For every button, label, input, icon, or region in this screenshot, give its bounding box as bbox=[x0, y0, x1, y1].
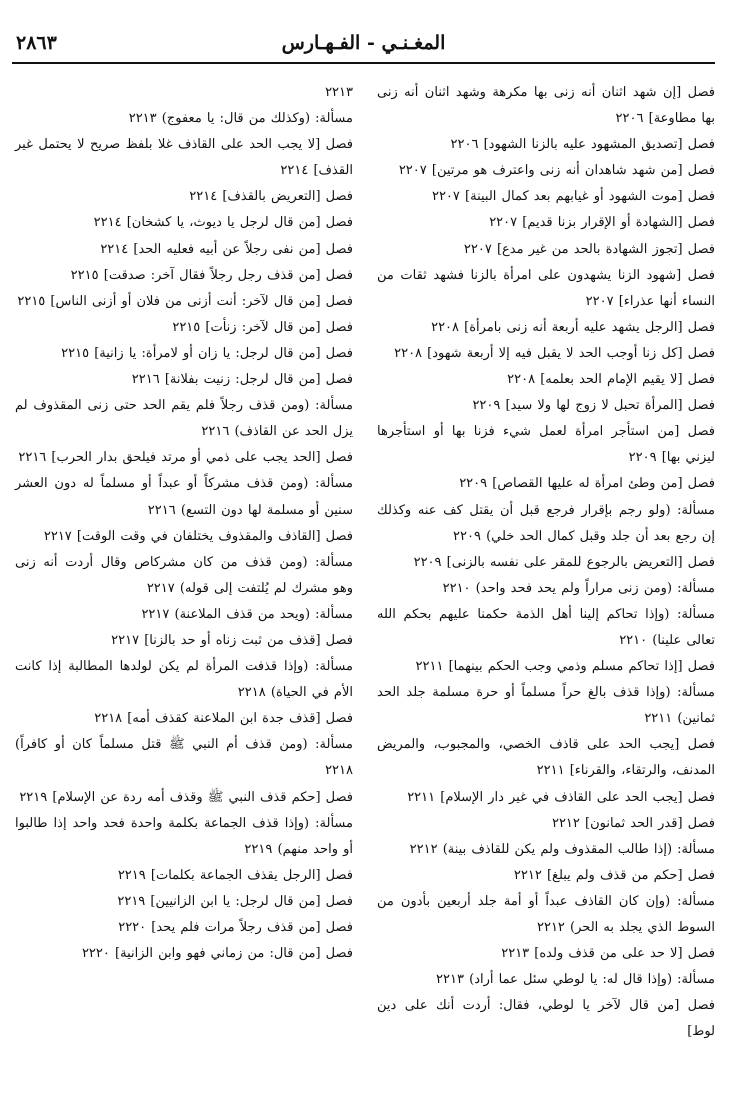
index-entry: فصل [من قذف رجل رجلاً فقال آخر: صدقت] ٢٢١٥ bbox=[70, 267, 353, 283]
index-entry: فصل [المرأة تحبل لا زوج لها ولا سيد] ٢٢٠٩ bbox=[472, 398, 715, 414]
index-entry: مسألة: (وكذلك من قال: يا معفوج) ٢٢١٣ bbox=[128, 111, 353, 127]
index-entry: مسألة: (ويحد من قذف الملاعنة) ٢٢١٧ bbox=[141, 606, 353, 622]
index-entry: فصل [من نفى رجلاً عن أبيه فعليه الحد] ٢٢١٤ bbox=[100, 241, 353, 257]
index-entry: فصل [من استأجر امرأة لعمل شيء فزنا بها أو استأجرها ليزني بها] ٢٢٠٩ bbox=[377, 424, 715, 466]
index-entry: فصل [الرجل يقذف الجماعة بكلمات] ٢٢١٩ bbox=[117, 867, 353, 883]
index-entry: فصل [القاذف والمقذوف يختلفان في وقت الوقت] ٢٢١٧ bbox=[43, 528, 353, 544]
index-entry: ٢٢١٣ bbox=[325, 85, 353, 100]
index-entry: فصل [من قال لرجل: زنيت بفلانة] ٢٢١٦ bbox=[131, 372, 353, 388]
index-entry: فصل [تصديق المشهود عليه بالزنا الشهود] ٢٢٠٦ bbox=[450, 137, 715, 153]
index-entry: فصل [يجب الحد على القاذف في غير دار الإسلام] ٢٢١١ bbox=[407, 789, 715, 805]
index-column-right bbox=[377, 80, 715, 1045]
page-number: ٢٨٦٣ bbox=[16, 32, 57, 54]
index-entry: مسألة: (ولو رجم بإقرار فرجع قبل أن يقتل كف عنه وكذلك إن رجع بعد أن جلد وقبل كمال الحد خلي) ٢٢٠٩ bbox=[377, 502, 715, 544]
index-entry: مسألة: (ومن زنى مراراً ولم يحد فحد واحد) ٢٢١٠ bbox=[442, 580, 715, 596]
running-title: المغـنـي - الفـهـارس bbox=[281, 32, 446, 54]
index-entry: فصل [من قال لرجل يا ديوث، يا كشخان] ٢٢١٤ bbox=[93, 215, 353, 231]
index-entry: فصل [من قال: من زماني فهو وابن الزانية] ٢٢٢٠ bbox=[81, 946, 353, 962]
index-entry: مسألة: (ومن قذف أم النبي ﷺ قتل مسلماً كان أو كافراً) ٢٢١٨ bbox=[15, 737, 353, 779]
index-entry: مسألة: (وإذا تحاكم إلينا أهل الذمة حكمنا عليهم بحكم الله تعالى علينا) ٢٢١٠ bbox=[377, 606, 715, 648]
index-entry: فصل [قذف جدة ابن الملاعنة كقذف أمه] ٢٢١٨ bbox=[94, 711, 353, 727]
index-entry: مسألة: (ومن قذف مشركاً أو عبداً أو مسلماً له دون العشر سنين أو مسلمة لها دون التسع) ٢٢١٦ bbox=[15, 476, 353, 518]
index-entry: فصل [شهود الزنا يشهدون على امرأة بالزنا فشهد ثقات من النساء أنها عذراء] ٢٢٠٧ bbox=[377, 267, 715, 309]
index-entry: مسألة: (وإذا قال له: يا لوطي سئل عما أراد) ٢٢١٣ bbox=[436, 972, 715, 988]
index-entry: فصل [التعريض بالقذف] ٢٢١٤ bbox=[189, 189, 353, 205]
index-entry: فصل [حكم قذف النبي ﷺ وقذف أمه ردة عن الإسلام] ٢٢١٩ bbox=[19, 789, 353, 805]
index-entry: فصل [الرجل يشهد عليه أربعة أنه زنى بامرأة] ٢٢٠٨ bbox=[431, 319, 715, 335]
index-entry: مسألة: (وإذا قذفت المرأة لم يكن لولدها المطالبة إذا كانت الأم في الحياة) ٢٢١٨ bbox=[15, 659, 353, 701]
index-entry: فصل [قدر الحد ثمانون] ٢٢١٢ bbox=[551, 815, 715, 831]
index-entry: فصل [كل زنا أوجب الحد لا يقبل فيه إلا أربعة شهود] ٢٢٠٨ bbox=[394, 345, 715, 361]
index-entry: فصل [من قال لآخر: أنت أزنى من فلان أو أزنى الناس] ٢٢١٥ bbox=[17, 293, 353, 309]
index-entry: فصل [لا يقيم الإمام الحد بعلمه] ٢٢٠٨ bbox=[507, 372, 715, 388]
index-entry: فصل [قذف من ثبت زناه أو حد بالزنا] ٢٢١٧ bbox=[111, 632, 353, 648]
index-entry: فصل [الحد يجب على ذمي أو مرتد فيلحق بدار الحرب] ٢٢١٦ bbox=[18, 450, 353, 466]
index-column-left bbox=[15, 80, 353, 967]
index-entry: فصل [من وطئ امرأة له عليها القصاص] ٢٢٠٩ bbox=[459, 476, 715, 492]
index-entry: فصل [لا حد على من قذف ولده] ٢٢١٣ bbox=[501, 946, 715, 962]
index-entry: مسألة: (وإذا قذف بالغ حراً مسلماً أو حرة مسلمة جلد الحد ثمانين) ٢٢١١ bbox=[377, 685, 715, 727]
index-entry: فصل [من قذف رجلاً مرات فلم يحد] ٢٢٢٠ bbox=[118, 920, 353, 935]
index-entry: فصل [حكم من قذف ولم يبلغ] ٢٢١٢ bbox=[513, 867, 715, 883]
index-entry: فصل [لا يجب الحد على القاذف غلا بلفظ صريح لا يحتمل غير القذف] ٢٢١٤ bbox=[15, 137, 353, 179]
index-entry: فصل [من قال لآخر يا لوطي، فقال: أردت أنك على دين لوط] bbox=[377, 998, 715, 1040]
index-entry: فصل [من شهد شاهدان أنه زنى واعترف هو مرتين] ٢٢٠٧ bbox=[398, 163, 715, 179]
index-entry: فصل [من قال لرجل: يا زان أو لامرأة: يا زانية] ٢٢١٥ bbox=[61, 345, 353, 361]
index-entry: فصل [الشهادة أو الإقرار بزنا قديم] ٢٢٠٧ bbox=[489, 215, 715, 231]
index-entry: مسألة: (إذا طالب المقذوف ولم يكن للقاذف بينة) ٢٢١٢ bbox=[409, 841, 715, 857]
index-entry: فصل [التعريض بالرجوع للمقر على نفسه بالزنى] ٢٢٠٩ bbox=[413, 554, 715, 570]
index-entry: مسألة: (ومن قذف من كان مشركاص وقال أردت أنه زنى وهو مشرك لم يُلتفت إلى قوله) ٢٢١٧ bbox=[15, 554, 353, 596]
index-entry: فصل [من قال لآخر: زنأت] ٢٢١٥ bbox=[172, 319, 353, 335]
index-entry: فصل [موت الشهود أو غيابهم بعد كمال البينة] ٢٢٠٧ bbox=[431, 189, 715, 205]
index-entry: فصل [تجوز الشهادة بالحد من غير مدع] ٢٢٠٧ bbox=[463, 241, 715, 257]
index-entry: مسألة: (ومن قذف رجلاً فلم يقم الحد حتى زنى المقذوف لم يزل الحد عن القاذف) ٢٢١٦ bbox=[15, 398, 353, 440]
index-entry: مسألة: (وإن كان القاذف عبداً أو أمة جلد أربعين بأدون من السوط الذي يجلد به الحر) ٢٢١٢ bbox=[377, 893, 715, 935]
index-entry: فصل [إذا تحاكم مسلم وذمي وجب الحكم بينهما] ٢٢١١ bbox=[415, 659, 715, 675]
page-header bbox=[12, 30, 715, 62]
index-entry: مسألة: (وإذا قذف الجماعة بكلمة واحدة فحد واحد إذا طالبوا أو واحد منهم) ٢٢١٩ bbox=[15, 815, 353, 857]
header-rule bbox=[12, 62, 715, 64]
index-entry: فصل [من قال لرجل: يا ابن الزانيين] ٢٢١٩ bbox=[117, 893, 353, 909]
index-entry: فصل [يجب الحد على قاذف الخصي، والمجبوب، والمريض المدنف، والرتقاء، والقرناء] ٢٢١١ bbox=[377, 737, 715, 779]
index-entry: فصل [إن شهد اثنان أنه زنى بها مكرهة وشهد اثنان أنه زنى بها مطاوعة] ٢٢٠٦ bbox=[377, 85, 715, 127]
